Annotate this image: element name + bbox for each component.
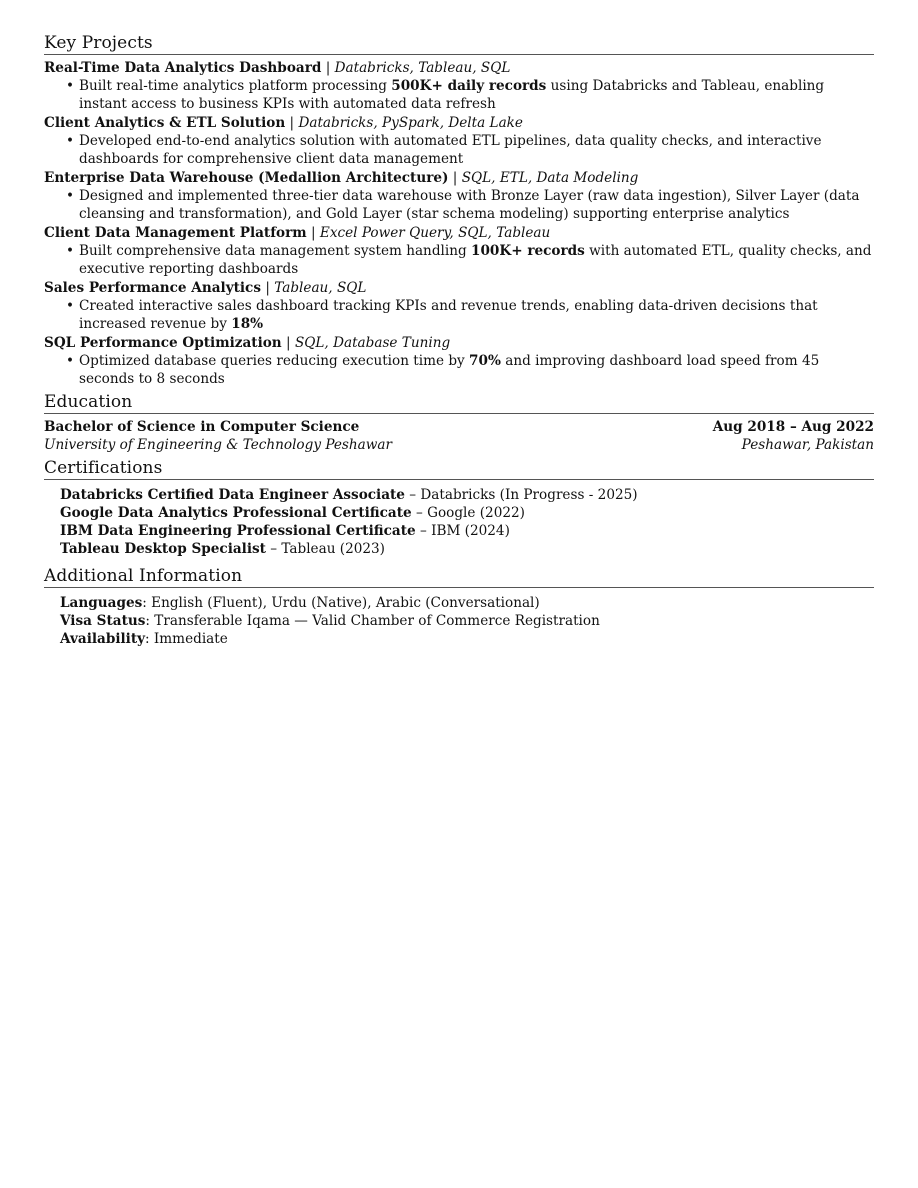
info-item — [60, 630, 874, 648]
project-header — [44, 279, 874, 297]
project-name: Sales Performance Analytics — [44, 280, 261, 296]
project-header — [44, 334, 874, 352]
certification-item — [60, 486, 874, 504]
education-degree: Bachelor of Science in Computer Science — [44, 419, 360, 435]
bullet-text-pre: Optimized database queries reducing execution time by — [79, 353, 470, 369]
certification-name: Databricks Certified Data Engineer Associate — [60, 487, 405, 503]
bullet-text-pre: Designed and implemented three-tier data warehouse with Bronze Layer (raw data ingestion), Silver Layer (data cleansing and transformation), and Gold Layer (star schema modeling) supporting enterprise analytics — [79, 188, 860, 222]
additional-section-title: Additional Information — [44, 566, 874, 588]
certification-item — [60, 522, 874, 540]
project-separator: | — [289, 115, 295, 131]
project-tech: Databricks, PySpark, Delta Lake — [298, 115, 523, 131]
project-tech: Excel Power Query, SQL, Tableau — [319, 225, 551, 241]
education-location: Peshawar, Pakistan — [741, 437, 874, 453]
info-value: : Transferable Iqama — Valid Chamber of Commerce Registration — [145, 613, 600, 629]
education-school-row — [44, 436, 874, 454]
project-item — [44, 224, 874, 278]
info-value: : Immediate — [145, 631, 228, 647]
education-section-title: Education — [44, 392, 874, 414]
info-label: Languages — [60, 595, 143, 611]
education-school: University of Engineering & Technology Peshawar — [44, 437, 392, 453]
project-item — [44, 279, 874, 333]
bullet-text-post: with automated ETL, quality checks, and executive reporting dashboards — [79, 243, 872, 277]
project-tech: Databricks, Tableau, SQL — [334, 60, 511, 76]
project-bullet — [44, 132, 874, 168]
bullet-text — [79, 132, 874, 168]
bullet-text — [79, 77, 874, 113]
bullet-text-pre: Created interactive sales dashboard tracking KPIs and revenue trends, enabling data-driven decisions that increased revenue by — [79, 298, 818, 332]
certification-item — [60, 504, 874, 522]
project-separator: | — [286, 335, 291, 351]
project-header — [44, 224, 874, 242]
info-value: : English (Fluent), Urdu (Native), Arabic (Conversational) — [142, 595, 540, 611]
project-name: Client Analytics & ETL Solution — [44, 115, 286, 131]
info-label: Availability — [60, 631, 146, 647]
certifications-section-title: Certifications — [44, 458, 874, 480]
project-bullet — [44, 242, 874, 278]
project-separator: | — [265, 280, 270, 296]
resume-content — [44, 33, 874, 648]
project-separator: | — [311, 225, 316, 241]
project-tech: Tableau, SQL — [274, 280, 367, 296]
project-separator: | — [325, 60, 331, 76]
bullet-text-post: using Databricks and Tableau, enabling instant access to business KPIs with automated data refresh — [79, 78, 825, 112]
bullet-text-bold: 70% — [469, 353, 501, 369]
project-tech: SQL, Database Tuning — [294, 335, 451, 351]
certification-detail: – Databricks (In Progress - 2025) — [404, 487, 638, 503]
project-header — [44, 59, 874, 77]
info-item — [60, 594, 874, 612]
project-bullet — [44, 187, 874, 223]
certification-detail: – Tableau (2023) — [265, 541, 385, 557]
project-bullet — [44, 297, 874, 333]
certification-name: IBM Data Engineering Professional Certificate — [60, 523, 416, 539]
project-tech: SQL, ETL, Data Modeling — [461, 170, 639, 186]
bullet-text — [79, 187, 874, 223]
project-bullet — [44, 77, 874, 113]
project-item — [44, 59, 874, 113]
certifications-list — [44, 486, 874, 558]
bullet-text-bold: 100K+ records — [471, 243, 585, 259]
project-item — [44, 169, 874, 223]
bullet-text-pre: Built real-time analytics platform processing — [79, 78, 392, 94]
project-name: Real-Time Data Analytics Dashboard — [44, 60, 322, 76]
project-item — [44, 114, 874, 168]
project-name: Client Data Management Platform — [44, 225, 307, 241]
project-name: Enterprise Data Warehouse (Medallion Architecture) — [44, 170, 449, 186]
education-dates: Aug 2018 – Aug 2022 — [712, 419, 874, 435]
info-item — [60, 612, 874, 630]
certification-name: Tableau Desktop Specialist — [60, 541, 266, 557]
project-bullet — [44, 352, 874, 388]
info-label: Visa Status — [60, 613, 146, 629]
bullet-text-pre: Built comprehensive data management system handling — [79, 243, 471, 259]
bullet-text-bold: 18% — [231, 316, 264, 332]
certification-item — [60, 540, 874, 558]
bullet-text-post: and improving dashboard load speed from 45 seconds to 8 seconds — [79, 353, 820, 387]
certification-detail: – Google (2022) — [411, 505, 525, 521]
bullet-text — [79, 352, 874, 388]
project-name: SQL Performance Optimization — [44, 335, 282, 351]
education-degree-row — [44, 418, 874, 436]
bullet-text-pre: Developed end-to-end analytics solution with automated ETL pipelines, data quality checks, and interactive dashboards for comprehensive client data management — [79, 133, 822, 167]
bullet-text-bold: 500K+ daily records — [391, 78, 547, 94]
project-separator: | — [452, 170, 458, 186]
certification-name: Google Data Analytics Professional Certificate — [60, 505, 412, 521]
project-header — [44, 114, 874, 132]
project-item — [44, 334, 874, 388]
bullet-text — [79, 297, 874, 333]
certification-detail: – IBM (2024) — [415, 523, 510, 539]
project-header — [44, 169, 874, 187]
projects-section-title: Key Projects — [44, 33, 874, 55]
additional-info-list — [44, 594, 874, 648]
bullet-text — [79, 242, 874, 278]
